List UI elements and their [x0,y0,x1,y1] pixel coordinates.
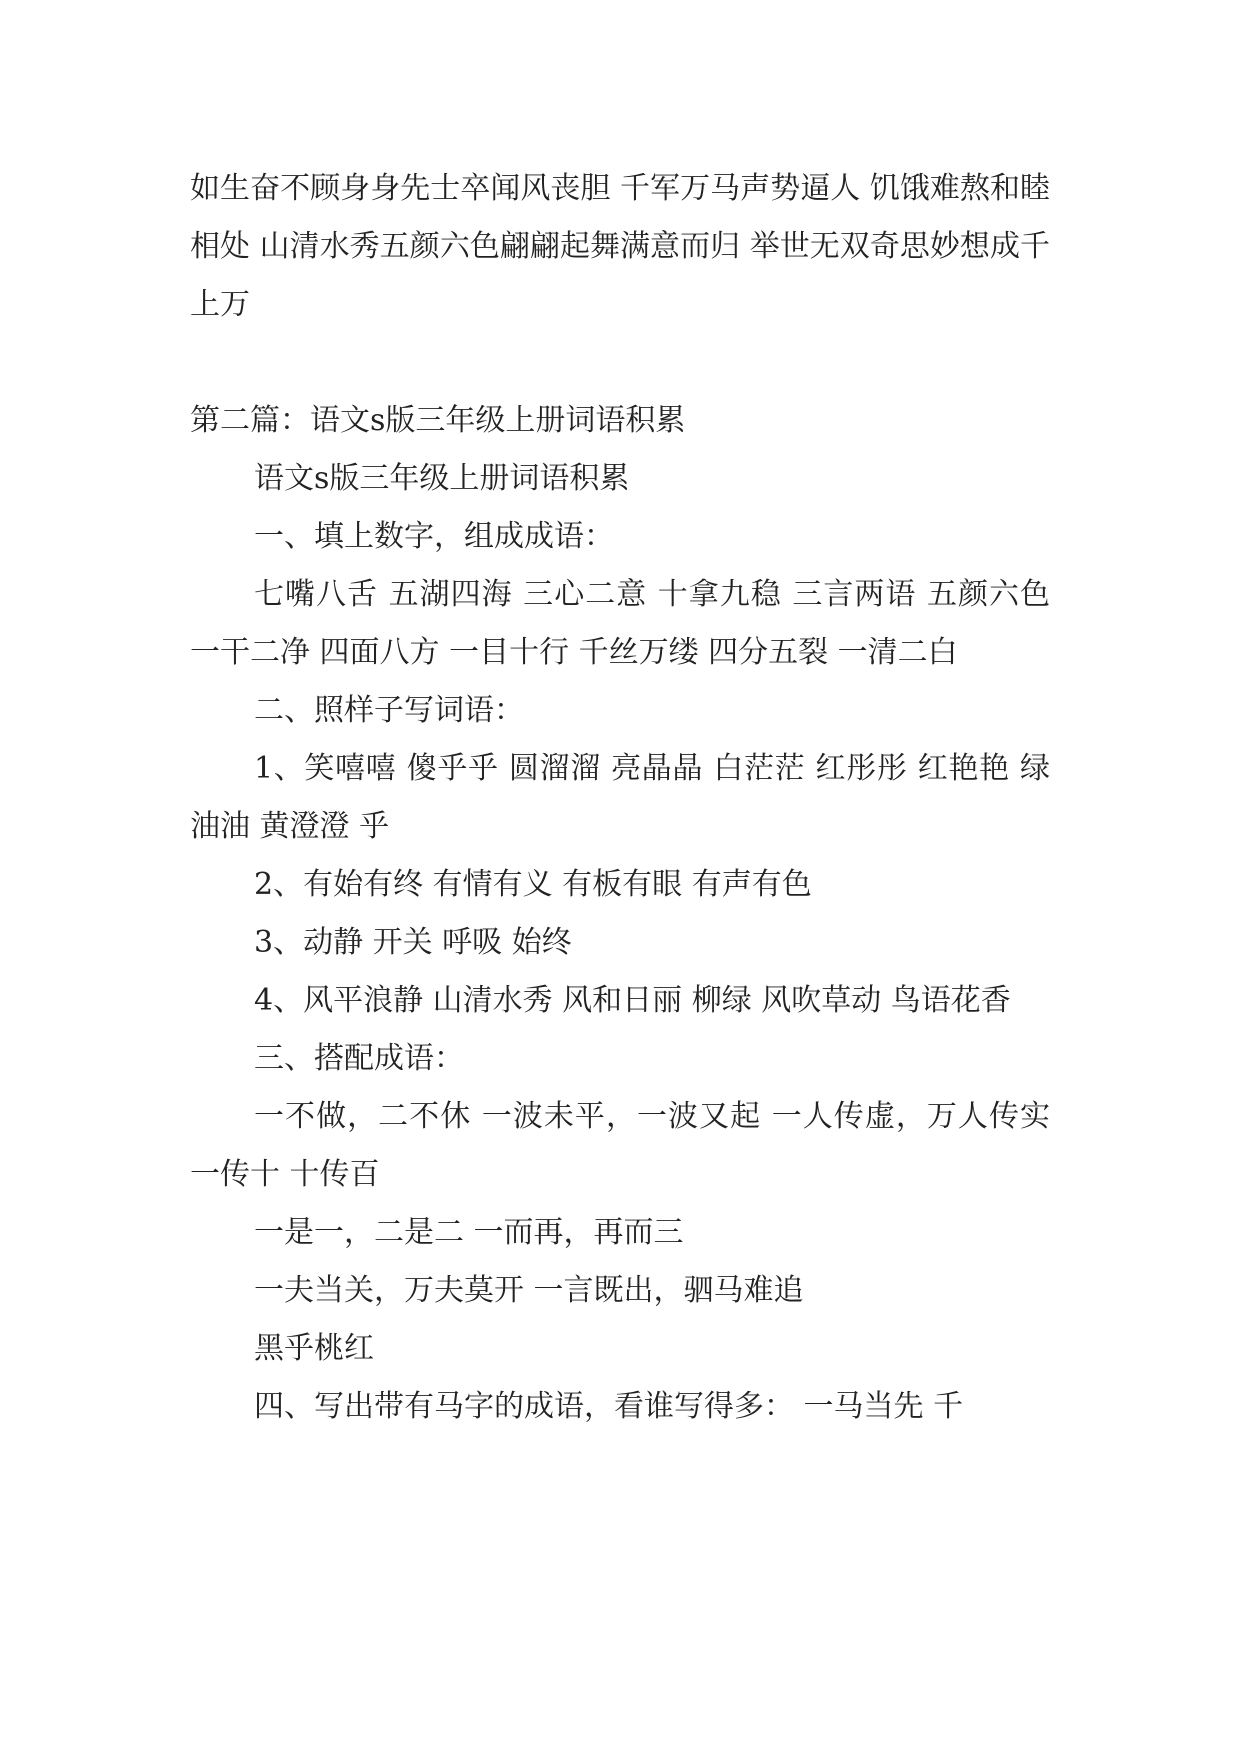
exercise-heading-1: 一、填上数字，组成成语： [254,519,614,554]
exercise-heading-3: 三、搭配成语： [254,1041,464,1076]
section-heading: 第二篇：语文s版三年级上册词语积累 [190,403,686,438]
idiom-paragraph-continued: 如生奋不顾身身先士卒闻风丧胆 千军万马声势逼人 饥饿难熬和睦相处 山清水秀五颜六色翩翩起舞满意而归 举世无双奇思妙想成千上万 [190,171,1050,322]
exercise-heading-4: 四、写出带有马字的成语，看谁写得多： 一马当先 千 [254,1389,964,1424]
exercise-answer-3-1: 一不做，二不休 一波未平，一波又起 一人传虚，万人传实 一传十 十传百 [190,1099,1050,1192]
exercise-answer-3-4: 黑乎桃红 [254,1331,374,1366]
exercise-answer-2-2: 2、有始有终 有情有义 有板有眼 有声有色 [254,867,812,902]
exercise-answer-2-1: 1、笑嘻嘻 傻乎乎 圆溜溜 亮晶晶 白茫茫 红彤彤 红艳艳 绿油油 黄澄澄 乎 [190,751,1050,844]
exercise-answer-3-2: 一是一，二是二 一而再，再而三 [254,1215,684,1250]
exercise-answer-3-3: 一夫当关，万夫莫开 一言既出，驷马难追 [254,1273,804,1308]
exercise-answer-2-4: 4、风平浪静 山清水秀 风和日丽 柳绿 风吹草动 鸟语花香 [254,983,1011,1018]
exercise-answer-1: 七嘴八舌 五湖四海 三心二意 十拿九稳 三言两语 五颜六色 一干二净 四面八方 一目十行 千丝万缕 四分五裂 一清二白 [190,577,1050,670]
document-title: 语文s版三年级上册词语积累 [254,461,630,496]
exercise-heading-2: 二、照样子写词语： [254,693,524,728]
document-page [190,160,1050,1436]
exercise-answer-2-3: 3、动静 开关 呼吸 始终 [254,925,572,960]
